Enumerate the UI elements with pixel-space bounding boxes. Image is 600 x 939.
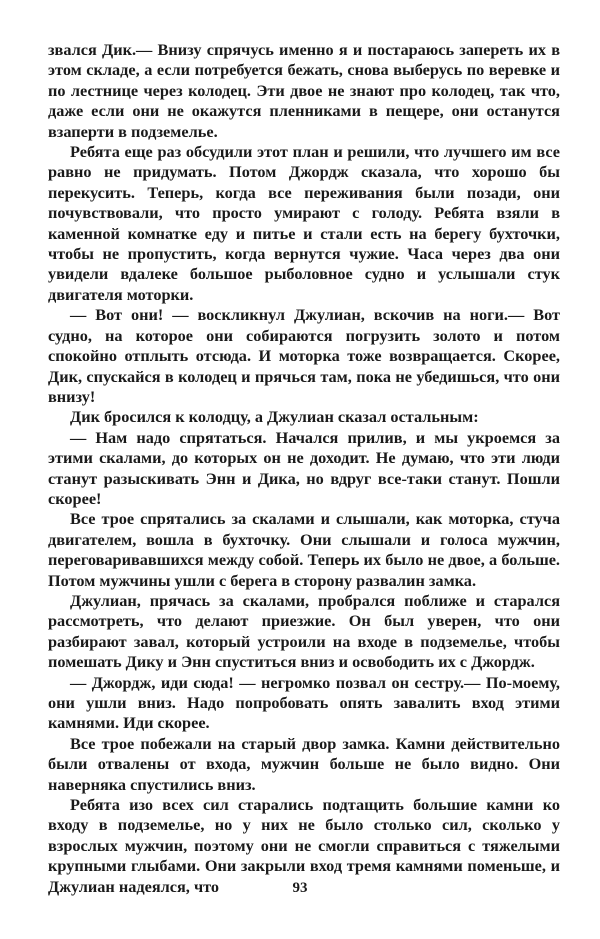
paragraph: — Вот они! — воскликнул Джулиан, вскочив на ноги.— Вот судно, на которое они собираются погрузить золото и потом спокойно отплыть отсюда. И моторка тоже возвращается. Скорее, Дик, спускайся в колодец и прячься там, пока не убедишься, что они внизу! (48, 305, 560, 406)
paragraph: Джулиан, прячась за скалами, пробрался поближе и старался рассмотреть, что делают приезжие. Он был уверен, что они разбирают завал, который устроили на входе в подземелье, чтобы помешать Дику и Энн спуститься вниз и освободить их с Джордж. (48, 590, 560, 672)
paragraph: Все трое побежали на старый двор замка. Камни действительно были отвалены от входа, мужчин больше не было видно. Они наверняка спустились вниз. (48, 733, 560, 794)
paragraph: — Джордж, иди сюда! — негромко позвал он сестру.— По-моему, они ушли вниз. Надо попробовать опять завалить вход этими камнями. Иди скорее. (48, 672, 560, 733)
paragraph: Ребята изо всех сил старались подтащить большие камни ко входу в подземелье, но у них не было столько сил, сколько у взрослых мужчин, поэтому они не смогли справиться с тяжелыми крупными глыбами. Они закрыли вход тремя камнями поменьше, и Джулиан надеялся, что (48, 795, 560, 896)
paragraph: Все трое спрятались за скалами и слышали, как моторка, стуча двигателем, вошла в бухточку. Они слышали и голоса мужчин, переговаривавшихся между собой. Теперь их было не двое, а больше. Потом мужчины ушли с берега в сторону развалин замка. (48, 509, 560, 590)
paragraph: звался Дик.— Внизу спрячусь именно я и постараюсь запереть их в этом складе, а если потребуется бежать, снова выберусь по веревке и по лестнице через колодец. Эти двое не знают про колодец, так что, даже если они не окажутся пленниками в пещере, они останутся взаперти в подземелье. (48, 40, 560, 141)
page-text (48, 40, 560, 897)
paragraph: — Нам надо спрятаться. Начался прилив, и мы укроемся за этими скалами, до которых он не доходит. Не думаю, что эти люди станут разыскивать Энн и Дика, но вдруг все-таки станут. Пошли скорее! (48, 427, 560, 508)
paragraph: Дик бросился к колодцу, а Джулиан сказал остальным: (70, 407, 479, 427)
page-number: 93 (292, 880, 308, 896)
paragraph: Ребята еще раз обсудили этот план и решили, что лучшего им все равно не придумать. Потом Джордж сказала, что хорошо бы перекусить. Теперь, когда все переживания были позади, они почувствовали, что просто умирают с голоду. Ребята взяли в каменной комнатке еду и питье и стали есть на берегу бухточки, чтобы не пропустить, когда вернутся чужие. Часа через два они увидели вдалеке большое рыболовное судно и услышали стук двигателя моторки. (48, 142, 560, 304)
